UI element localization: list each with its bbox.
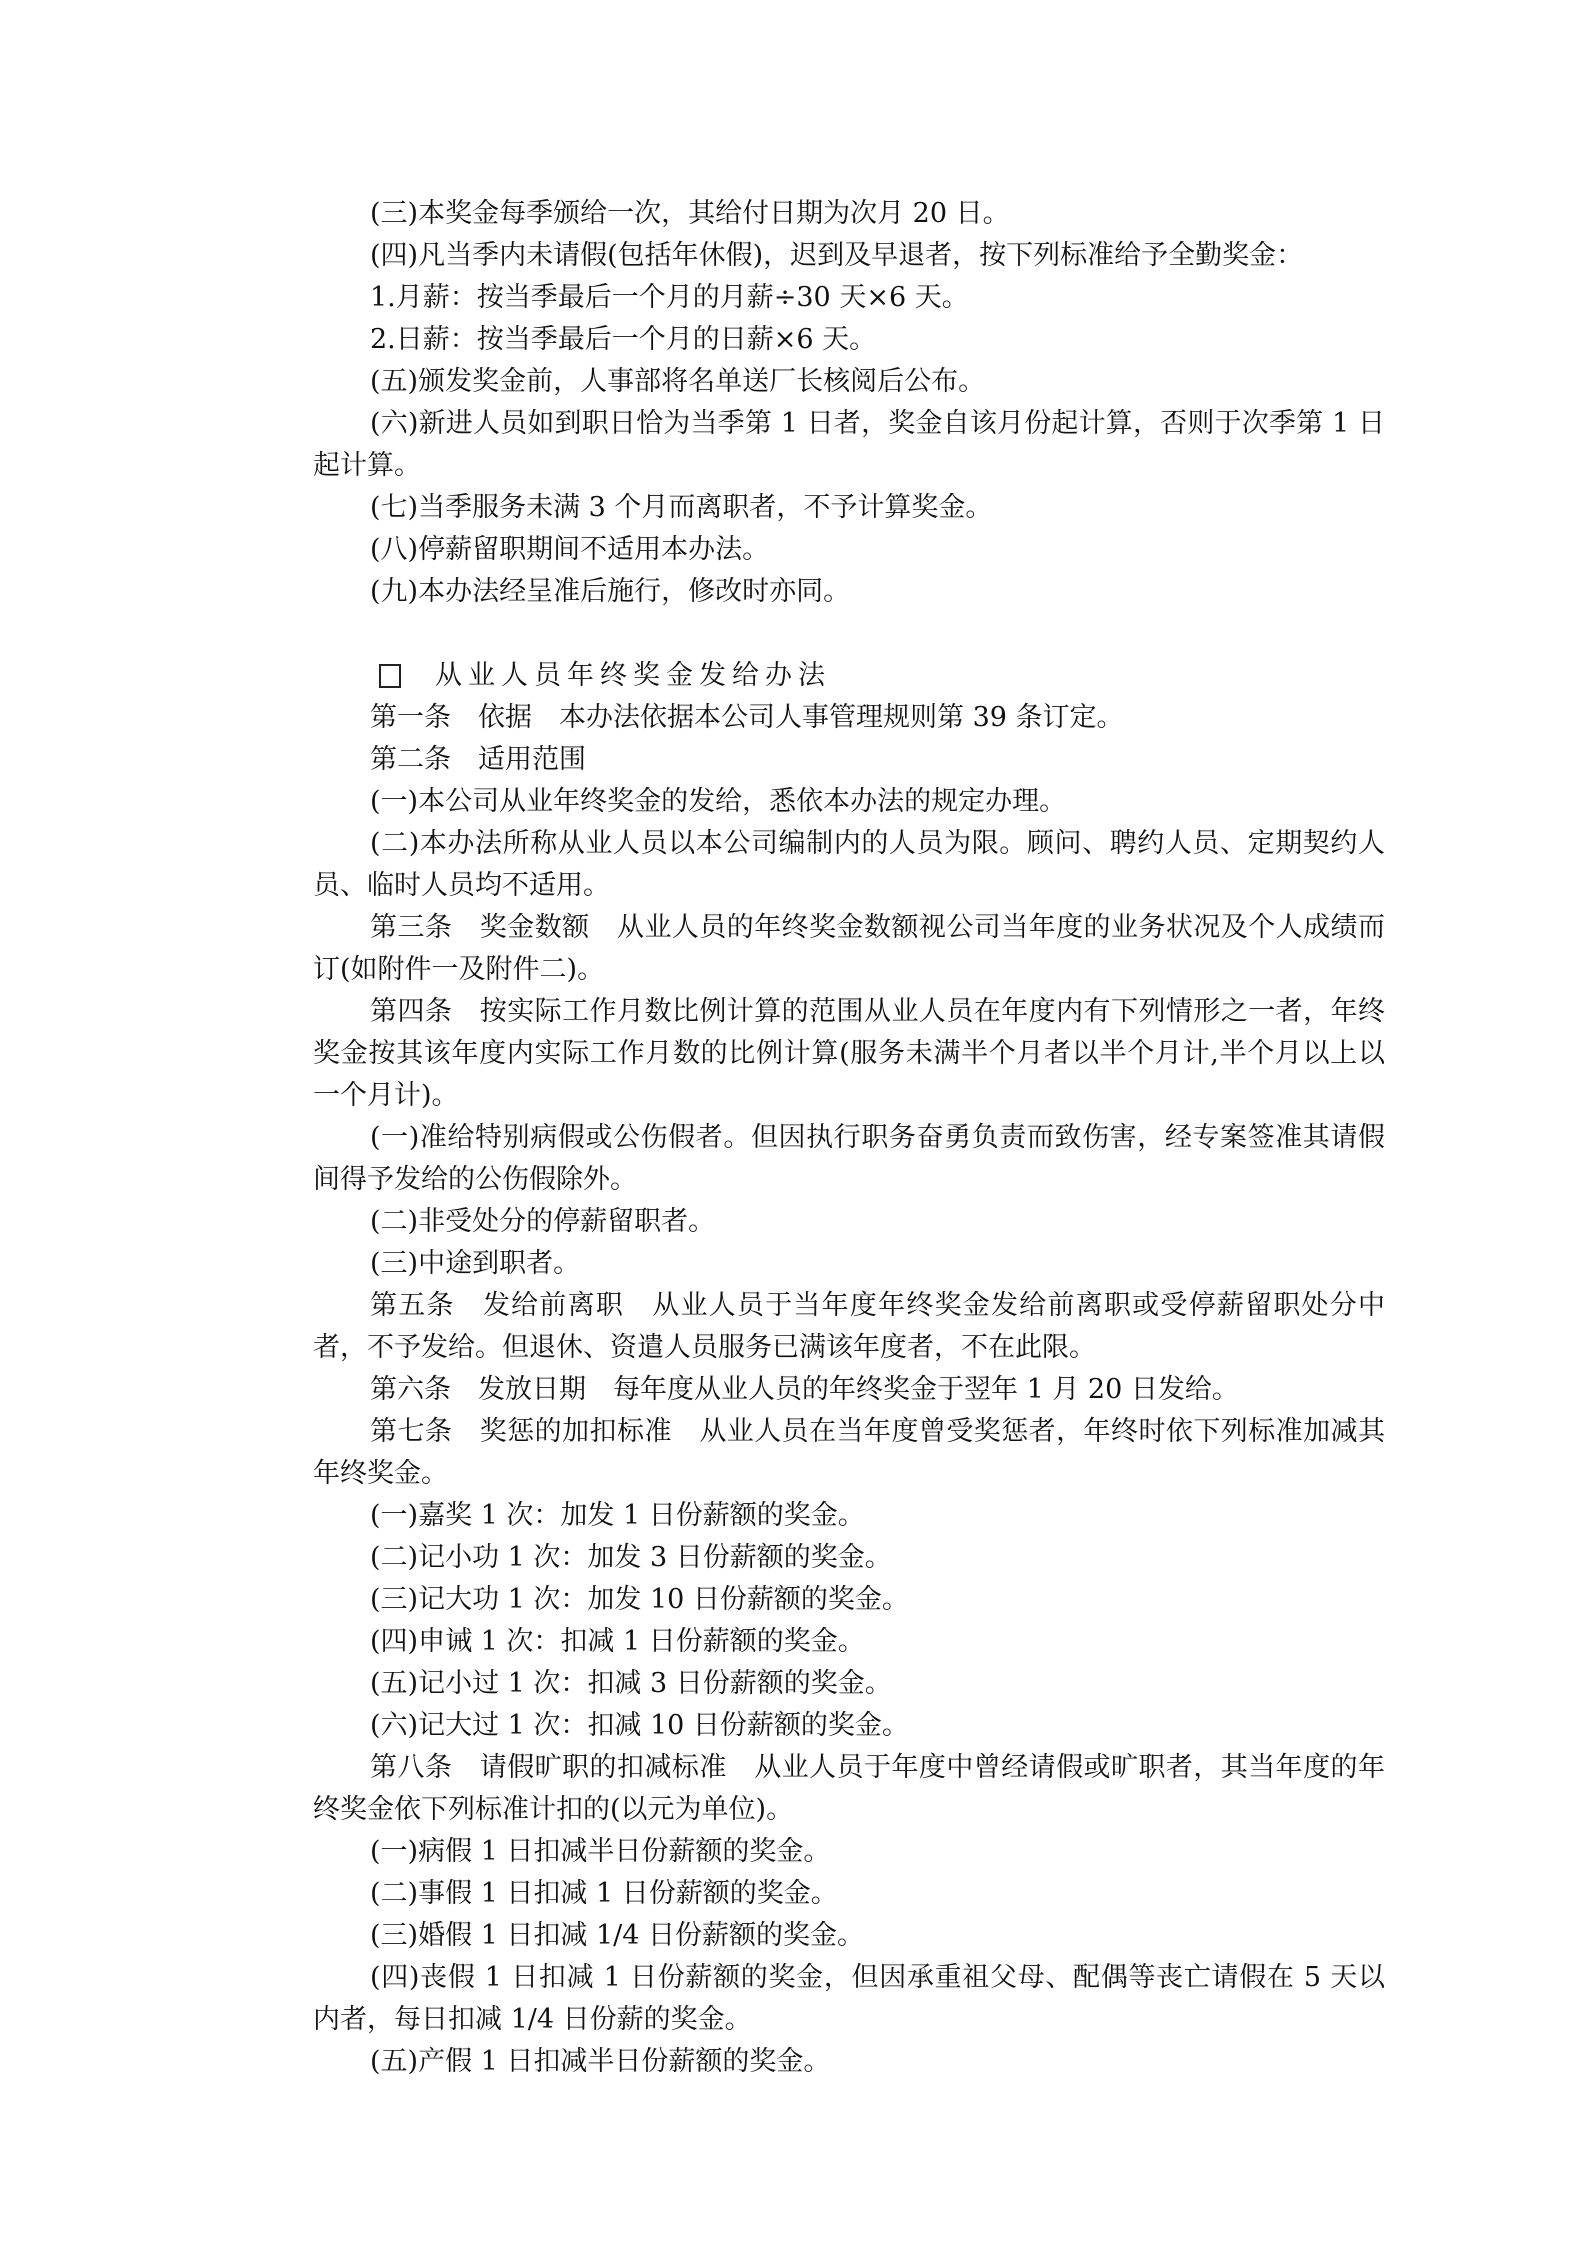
section-title: 从业人员年终奖金发给办法 [435,660,831,691]
paragraph: (三)婚假 1 日扣减 1/4 日份薪额的奖金。 [370,1920,865,1951]
paragraph: (四)凡当季内未请假(包括年休假)，迟到及早退者，按下列标准给予全勤奖金： [370,240,1304,271]
paragraph: (二)记小功 1 次：加发 3 日份薪额的奖金。 [370,1542,892,1573]
paragraph: (一)准给特别病假或公伤假者。但因执行职务奋勇负责而致伤害，经专案签准其请假间得予发给的公伤假除外。 [313,1122,1385,1195]
paragraph: (二)本办法所称从业人员以本公司编制内的人员为限。顾问、聘约人员、定期契约人员、临时人员均不适用。 [313,828,1385,901]
paragraph: (三)本奖金每季颁给一次，其给付日期为次月 20 日。 [370,198,1010,229]
article-5: 第五条 发给前离职 从业人员于当年度年终奖金发给前离职或受停薪留职处分中者，不予发给。但退休、资遣人员服务已满该年度者，不在此限。 [313,1290,1385,1363]
article-7: 第七条 奖惩的加扣标准 从业人员在当年度曾受奖惩者，年终时依下列标准加减其年终奖金。 [313,1416,1385,1489]
paragraph: (六)新进人员如到职日恰为当季第 1 日者，奖金自该月份起计算，否则于次季第 1 日起计算。 [313,408,1385,481]
paragraph: (一)病假 1 日扣减半日份薪额的奖金。 [370,1836,831,1867]
paragraph: 2.日薪：按当季最后一个月的日薪×6 天。 [370,324,877,355]
paragraph: (三)记大功 1 次：加发 10 日份薪额的奖金。 [370,1584,909,1615]
paragraph: (四)丧假 1 日扣减 1 日份薪额的奖金，但因承重祖父母、配偶等丧亡请假在 5 天以内者，每日扣减 1/4 日份薪的奖金。 [313,1962,1385,2035]
article-4: 第四条 按实际工作月数比例计算的范围从业人员在年度内有下列情形之一者，年终奖金按其该年度内实际工作月数的比例计算(服务未满半个月者以半个月计,半个月以上以一个月计)。 [313,996,1385,1111]
paragraph: (三)中途到职者。 [370,1248,581,1279]
section-spacer [313,613,1385,655]
paragraph: (一)本公司从业年终奖金的发给，悉依本办法的规定办理。 [370,786,1067,817]
article-3: 第三条 奖金数额 从业人员的年终奖金数额视公司当年度的业务状况及个人成绩而订(如附件一及附件二)。 [313,912,1385,985]
paragraph: (九)本办法经呈准后施行，修改时亦同。 [370,576,851,607]
article-8: 第八条 请假旷职的扣减标准 从业人员于年度中曾经请假或旷职者，其当年度的年终奖金依下列标准计扣的(以元为单位)。 [313,1752,1385,1825]
paragraph: (二)非受处分的停薪留职者。 [370,1206,716,1237]
article-2: 第二条 适用范围 [370,744,586,775]
paragraph: (五)产假 1 日扣减半日份薪额的奖金。 [370,2046,831,2077]
paragraph: (五)颁发奖金前，人事部将名单送厂长核阅后公布。 [370,366,986,397]
paragraph: (四)申诫 1 次：扣减 1 日份薪额的奖金。 [370,1626,865,1657]
section-heading [313,655,1385,697]
paragraph: 1.月薪：按当季最后一个月的月薪÷30 天×6 天。 [370,282,969,313]
paragraph: (二)事假 1 日扣减 1 日份薪额的奖金。 [370,1878,838,1909]
checkbox-icon [379,664,401,688]
paragraph: (六)记大过 1 次：扣减 10 日份薪额的奖金。 [370,1710,909,1741]
document-page [313,193,1385,2083]
quarterly-bonus-section [313,193,1385,613]
article-1: 第一条 依据 本办法依据本公司人事管理规则第 39 条订定。 [370,702,1124,733]
paragraph: (七)当季服务未满 3 个月而离职者，不予计算奖金。 [370,492,993,523]
article-6: 第六条 发放日期 每年度从业人员的年终奖金于翌年 1 月 20 日发给。 [370,1374,1239,1405]
year-end-bonus-section [313,655,1385,2083]
paragraph: (五)记小过 1 次：扣减 3 日份薪额的奖金。 [370,1668,892,1699]
paragraph: (八)停薪留职期间不适用本办法。 [370,534,770,565]
paragraph: (一)嘉奖 1 次：加发 1 日份薪额的奖金。 [370,1500,865,1531]
